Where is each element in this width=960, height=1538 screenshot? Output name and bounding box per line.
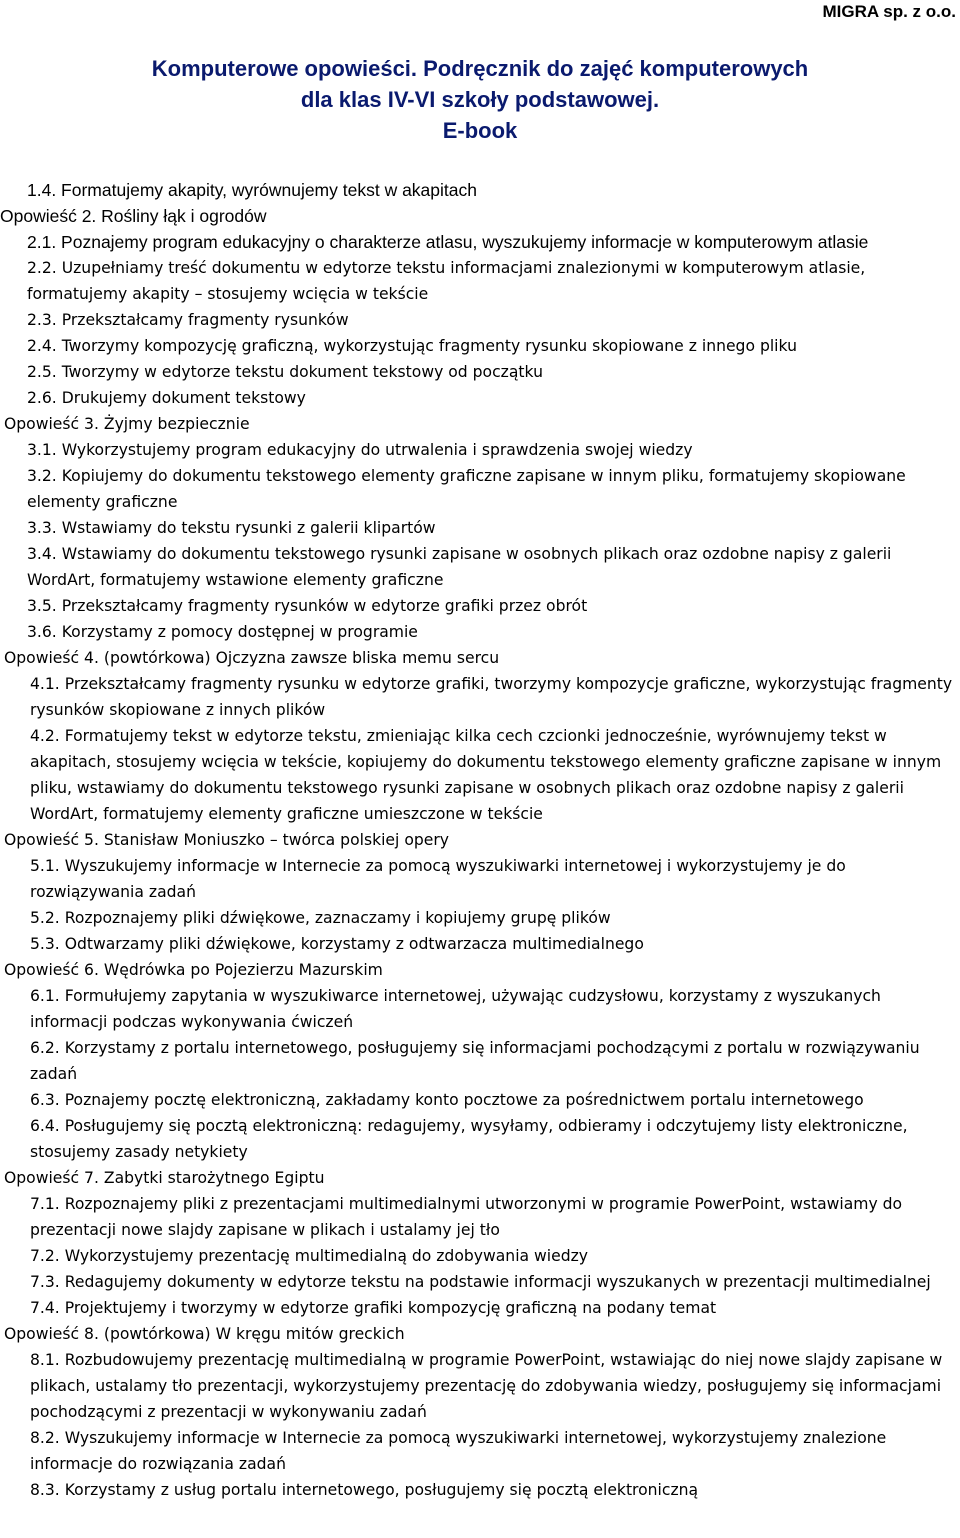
publisher-label: MIGRA sp. z o.o. [822, 2, 956, 21]
title-line-2: dla klas IV-VI szkoły podstawowej. [300, 87, 660, 112]
toc-chapter-3: Opowieść 3. Żyjmy bezpiecznie [4, 415, 250, 433]
toc-section-6-3: 6.3. Poznajemy pocztę elektroniczną, zakładamy konto pocztowe za pośrednictwem portalu internetowego [30, 1091, 864, 1109]
toc-section-3-4: 3.4. Wstawiamy do dokumentu tekstowego rysunki zapisane w osobnych plikach oraz ozdobne napisy z galerii WordArt, formatujemy wstawione elementy graficzne [27, 545, 892, 589]
toc-chapter-6: Opowieść 6. Wędrówka po Pojezierzu Mazurskim [4, 961, 383, 979]
toc-chapter-5: Opowieść 5. Stanisław Moniuszko – twórca polskiej opery [4, 831, 449, 849]
toc-section-4-1: 4.1. Przekształcamy fragmenty rysunku w edytorze grafiki, tworzymy kompozycje graficzne, wykorzystując fragmenty rysunków skopiowane z innych plików [30, 675, 953, 719]
toc-section-5-2: 5.2. Rozpoznajemy pliki dźwiękowe, zaznaczamy i kopiujemy grupę plików [30, 909, 611, 927]
toc-section-3-6: 3.6. Korzystamy z pomocy dostępnej w programie [27, 623, 418, 641]
toc-section-8-3: 8.3. Korzystamy z usług portalu internetowego, posługujemy się pocztą elektroniczną [30, 1481, 699, 1499]
toc-section-7-3: 7.3. Redagujemy dokumenty w edytorze tekstu na podstawie informacji wyszukanych w prezentacji multimedialnej [30, 1273, 931, 1291]
toc-section-4-2: 4.2. Formatujemy tekst w edytorze tekstu, zmieniając kilka cech czcionki jednocześnie, wyrównujemy tekst w akapitach, stosujemy wcięcia w tekście, kopiujemy do dokumentu tekstowego elementy graficzne zapisane w innym pliku, wstawiamy do dokumentu tekstowego rysunki zapisane w osobnych plikach oraz ozdobne napisy z galerii WordArt, formatujemy elementy graficzne umieszczone w tekście [30, 727, 942, 823]
title-line-3: E-book [442, 118, 518, 143]
toc-section-5-1: 5.1. Wyszukujemy informacje w Internecie za pomocą wyszukiwarki internetowej i wykorzystujemy je do rozwiązywania zadań [30, 857, 846, 901]
toc-section-3-5: 3.5. Przekształcamy fragmenty rysunków w edytorze grafiki przez obrót [27, 597, 588, 615]
toc-section-3-1: 3.1. Wykorzystujemy program edukacyjny do utrwalenia i sprawdzenia swojej wiedzy [27, 441, 693, 459]
toc-chapter-8: Opowieść 8. (powtórkowa) W kręgu mitów greckich [4, 1325, 405, 1343]
toc-chapter-7: Opowieść 7. Zabytki starożytnego Egiptu [4, 1169, 325, 1187]
toc-section-5-3: 5.3. Odtwarzamy pliki dźwiękowe, korzystamy z odtwarzacza multimedialnego [30, 935, 644, 953]
toc-section-7-4: 7.4. Projektujemy i tworzymy w edytorze grafiki kompozycję graficzną na podany temat [30, 1299, 717, 1317]
toc-section-7-1: 7.1. Rozpoznajemy pliki z prezentacjami multimedialnymi utworzonymi w programie PowerPoint, wstawiamy do prezentacji nowe slajdy zapisane w plikach i ustalamy jej tło [30, 1195, 903, 1239]
title-line-1: Komputerowe opowieści. Podręcznik do zajęć komputerowych [151, 56, 809, 81]
toc-section-7-2: 7.2. Wykorzystujemy prezentację multimedialną do zdobywania wiedzy [30, 1247, 589, 1265]
toc-section-8-2: 8.2. Wyszukujemy informacje w Internecie za pomocą wyszukiwarki internetowej, wykorzystujemy znalezione informacje do rozwiązania zadań [30, 1429, 887, 1473]
table-of-contents [0, 177, 960, 1503]
toc-section-1-4: 1.4. Formatujemy akapity, wyrównujemy tekst w akapitach [27, 180, 477, 200]
toc-section-3-3: 3.3. Wstawiamy do tekstu rysunki z galerii klipartów [27, 519, 436, 537]
document-title [0, 53, 960, 146]
toc-section-6-1: 6.1. Formułujemy zapytania w wyszukiwarce internetowej, używając cudzysłowu, korzystamy z wyszukanych informacji podczas wykonywania ćwiczeń [30, 987, 881, 1031]
toc-chapter-2: Opowieść 2. Rośliny łąk i ogrodów [0, 206, 267, 226]
toc-section-3-2: 3.2. Kopiujemy do dokumentu tekstowego elementy graficzne zapisane w innym pliku, formatujemy skopiowane elementy graficzne [27, 467, 906, 511]
toc-section-2-4: 2.4. Tworzymy kompozycję graficzną, wykorzystując fragmenty rysunku skopiowane z innego pliku [27, 337, 797, 355]
toc-section-8-1: 8.1. Rozbudowujemy prezentację multimedialną w programie PowerPoint, wstawiając do niej nowe slajdy zapisane w plikach, ustalamy tło prezentacji, wykorzystujemy prezentację do zdobywania wiedzy, posługujemy się informacjami pochodzącymi z prezentacji w wykonywaniu zadań [30, 1351, 943, 1421]
toc-section-2-6: 2.6. Drukujemy dokument tekstowy [27, 389, 306, 407]
toc-chapter-4: Opowieść 4. (powtórkowa) Ojczyzna zawsze bliska memu sercu [4, 649, 500, 667]
toc-section-2-3: 2.3. Przekształcamy fragmenty rysunków [27, 311, 349, 329]
toc-section-2-5: 2.5. Tworzymy w edytorze tekstu dokument tekstowy od początku [27, 363, 543, 381]
toc-section-6-4: 6.4. Posługujemy się pocztą elektroniczną: redagujemy, wysyłamy, odbieramy i odczytujemy listy elektroniczne, stosujemy zasady netykiety [30, 1117, 908, 1161]
toc-section-2-1: 2.1. Poznajemy program edukacyjny o charakterze atlasu, wyszukujemy informacje w komputerowym atlasie [27, 232, 869, 252]
toc-section-2-2: 2.2. Uzupełniamy treść dokumentu w edytorze tekstu informacjami znalezionymi w komputerowym atlasie, formatujemy akapity – stosujemy wcięcia w tekście [27, 259, 866, 303]
toc-section-6-2: 6.2. Korzystamy z portalu internetowego, posługujemy się informacjami pochodzącymi z portalu w rozwiązywaniu zadań [30, 1039, 920, 1083]
